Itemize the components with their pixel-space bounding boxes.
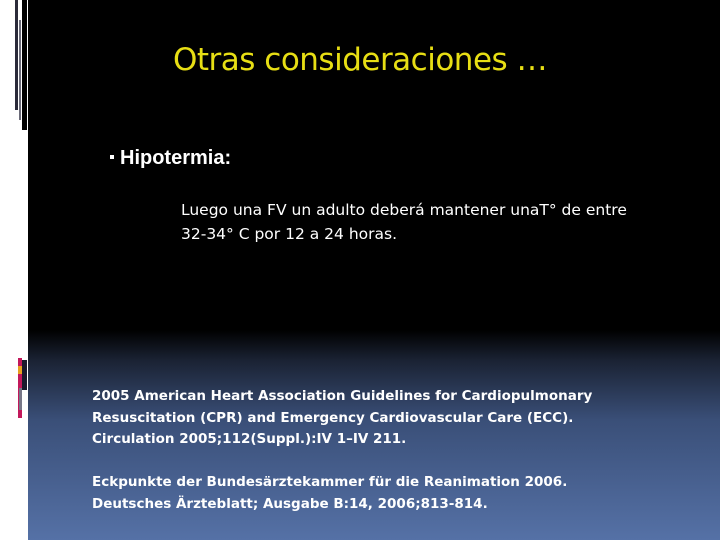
bullet-heading xyxy=(110,147,231,170)
bullet-marker xyxy=(110,155,114,159)
reference-1-line: 2005 American Heart Association Guidelines for Cardiopulmonary xyxy=(92,388,593,404)
reference-2-line: Deutsches Ärzteblatt; Ausgabe B:14, 2006;813-814. xyxy=(92,495,488,512)
deco-bar-gray xyxy=(19,388,22,410)
body-line: Luego una FV un adulto deberá mantener unaT° de entre xyxy=(181,201,627,219)
reference-1-line: Circulation 2005;112(Suppl.):IV 1–IV 211. xyxy=(92,431,407,447)
reference-1-line: Resuscitation (CPR) and Emergency Cardiovascular Care (ECC). xyxy=(92,409,574,426)
left-decorative-strip xyxy=(0,0,28,540)
reference-spacer xyxy=(92,451,702,473)
deco-bar-dark xyxy=(22,360,27,390)
slide-title: Otras consideraciones … xyxy=(172,42,548,78)
references-block xyxy=(92,386,702,515)
heading-text: Hipotermia: xyxy=(120,147,232,169)
body-line: 32-34° C por 12 a 24 horas. xyxy=(181,225,397,243)
body-paragraph xyxy=(181,198,681,246)
reference-2-line: Eckpunkte der Bundesärztekammer für die Reanimation 2006. xyxy=(92,474,568,490)
